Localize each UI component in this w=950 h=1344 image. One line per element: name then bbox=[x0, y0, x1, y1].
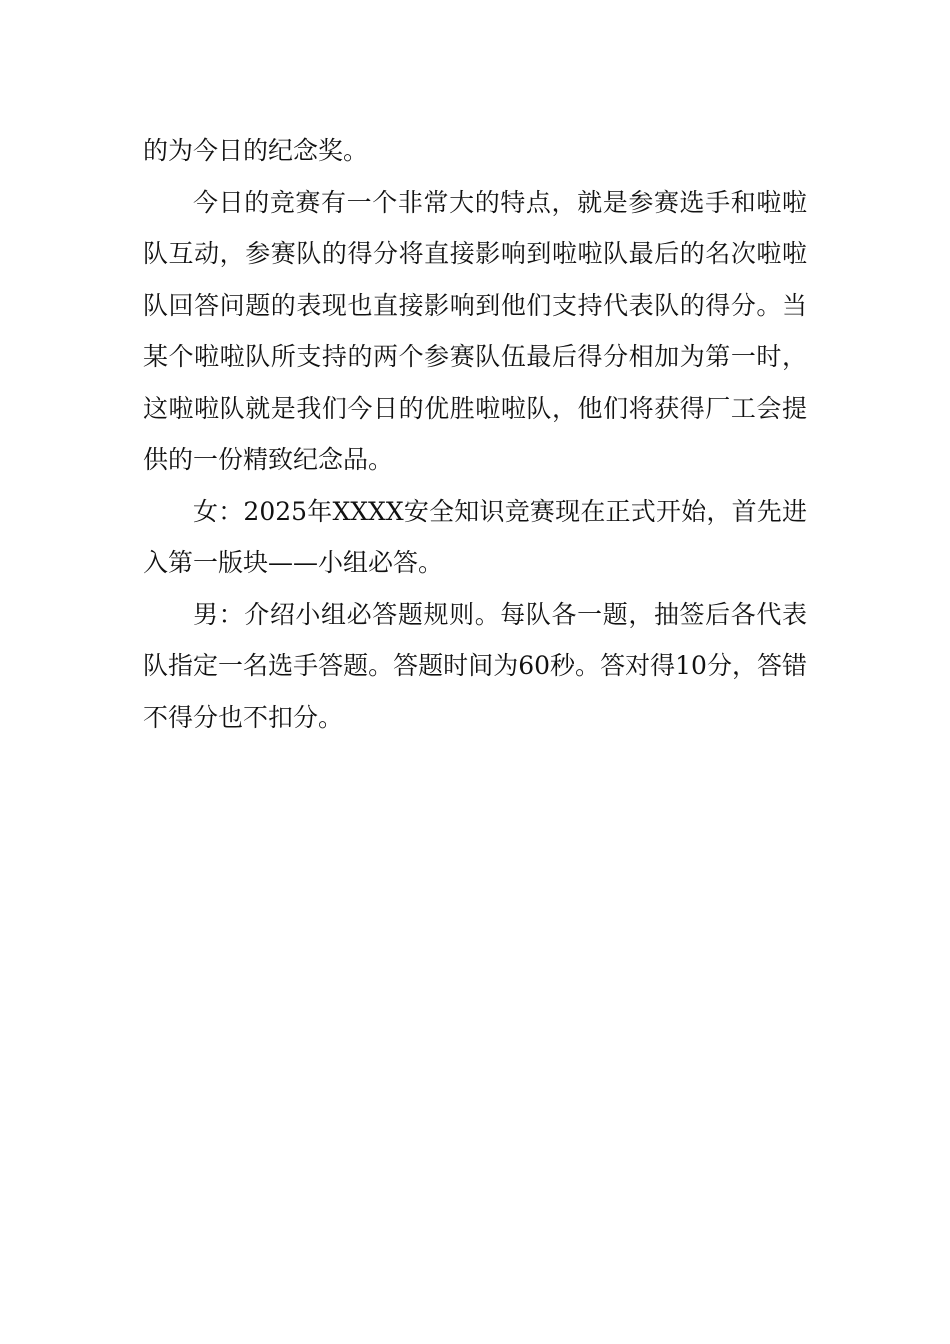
paragraph-competition-feature: 今日的竞赛有一个非常大的特点，就是参赛选手和啦啦队互动，参赛队的得分将直接影响到啦啦队最后的名次啦啦队回答问题的表现也直接影响到他们支持代表队的得分。当某个啦啦队所支持的两个参赛队伍最后得分相加为第一时，这啦啦队就是我们今日的优胜啦啦队，他们将获得厂工会提供的一份精致纪念品。 bbox=[143, 187, 807, 474]
paragraph-continuation: 的为今日的纪念奖。 bbox=[143, 136, 369, 165]
paragraph-female-host: 女：2025年XXXX安全知识竞赛现在正式开始，首先进入第一版块——小组必答。 bbox=[143, 496, 807, 577]
document-body bbox=[143, 125, 807, 743]
paragraph-male-host: 男：介绍小组必答题规则。每队各一题，抽签后各代表队指定一名选手答题。答题时间为60秒。答对得10分，答错不得分也不扣分。 bbox=[143, 599, 807, 732]
